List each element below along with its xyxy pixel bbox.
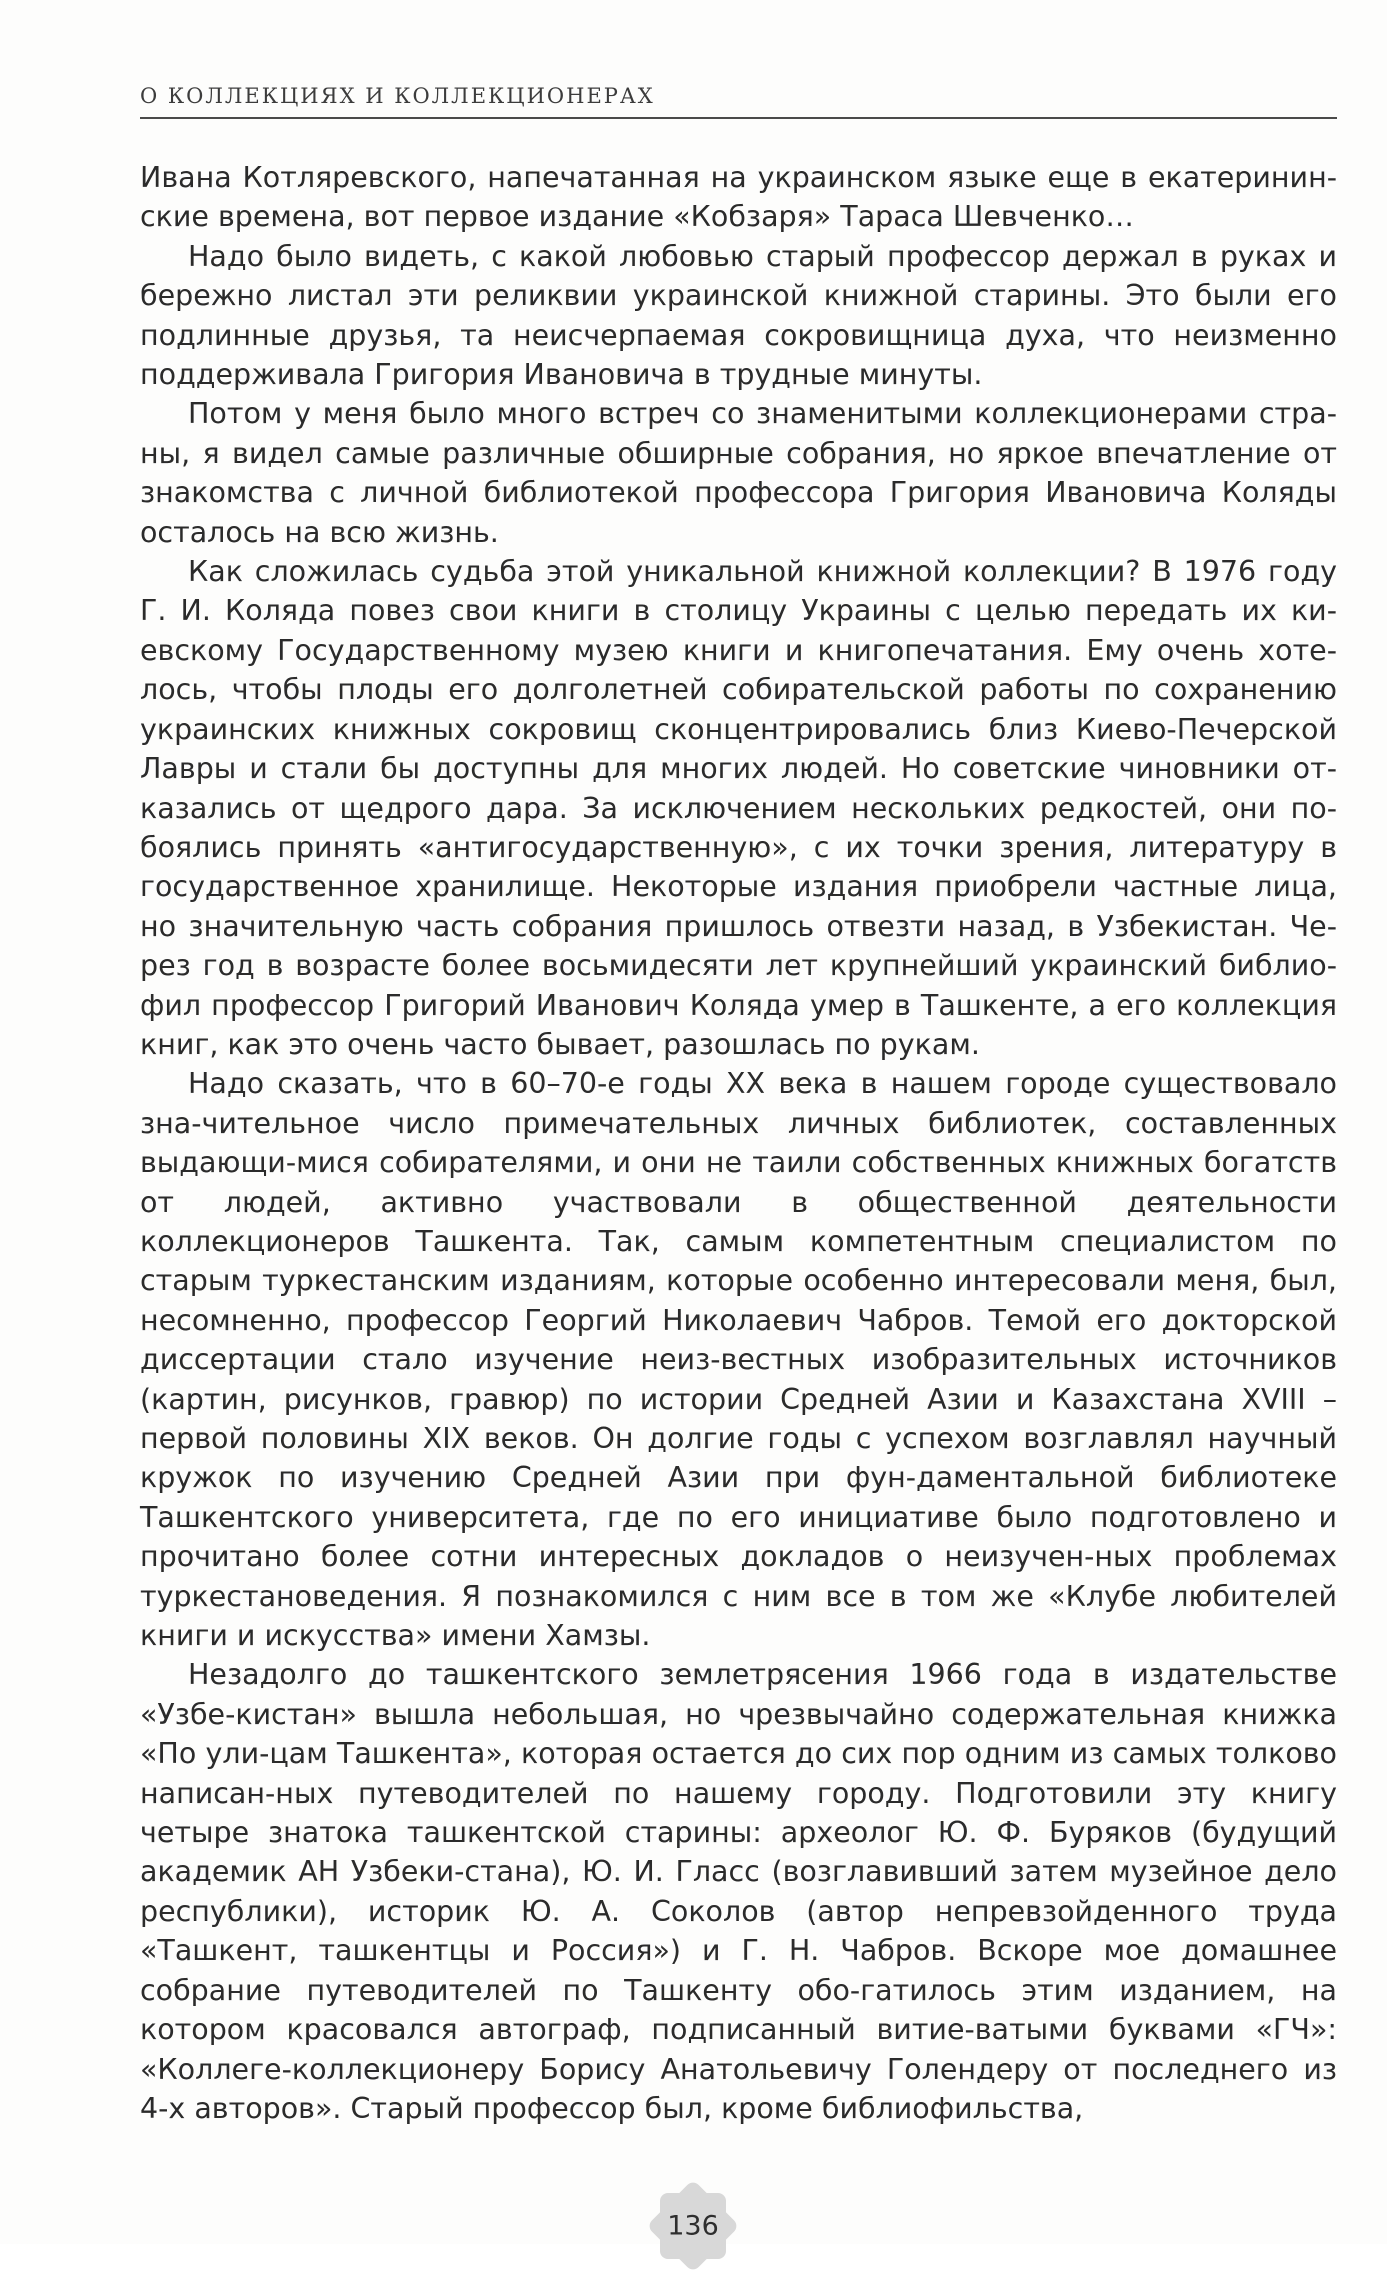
header-rule [140,117,1337,119]
paragraph: Потом у меня было много встреч со знаменитыми коллекционерами стра-ны, я видел самые различные обширные собрания, но яркое впечатление от знакомства с личной библиотекой профессора Григория Ивановича Коляды осталось на всю жизнь. [140,397,1337,549]
paragraph: Надо сказать, что в 60–70-е годы XX века в нашем городе существовало зна-чительное число примечательных личных библиотек, составленных выдающи-мися собирателями, и они не таили собственных книжных богатств от людей, активно участвовали в общественной деятельности коллекционеров Ташкента. Так, самым компетентным специалистом по старым туркестанским изданиям, которые особенно интересовали меня, был, несомненно, профессор Георгий Николаевич Чабров. Темой его докторской диссертации стало изучение неиз-вестных изобразительных источников (картин, рисунков, гравюр) по истории Средней Азии и Казахстана XVIII – первой половины XIX веков. Он долгие годы с успехом возглавлял научный кружок по изучению Средней Азии при фун-даментальной библиотеке Ташкентского университета, где по его инициативе было подготовлено и прочитано более сотни интересных докладов о неизучен-ных проблемах туркестановедения. Я познакомился с ним все в том же «Клубе любителей книги и искусства» имени Хамзы. [140,1067,1337,1653]
paragraph: Ивана Котляревского, напечатанная на украинском языке еще в екатеринин-ские времена, вот первое издание «Кобзаря» Тараса Шевченко… [140,161,1337,234]
paragraph: Незадолго до ташкентского землетрясения 1966 года в издательстве «Узбе-кистан» вышла небольшая, но чрезвычайно содержательная книжка «По ули-цам Ташкента», которая остается до сих пор одним из самых толково написан-ных путеводителей по нашему городу. Подготовили эту книгу четыре знатока ташкентской старины: археолог Ю. Ф. Буряков (будущий академик АН Узбеки-стана), Ю. И. Гласс (возглавивший затем музейное дело республики), историк Ю. А. Соколов (автор непревзойденного труда «Ташкент, ташкентцы и Россия») и Г. Н. Чабров. Вскоре мое домашнее собрание путеводителей по Ташкенту обо-гатилось этим изданием, на котором красовался автограф, подписанный витие-ватыми буквами «ГЧ»: «Коллеге-коллекционеру Борису Анатольевичу Голендеру от последнего из 4-х авторов». Старый профессор был, кроме библиофильства, [140,1658,1337,2125]
body-text [140,158,1337,2128]
running-head: О КОЛЛЕКЦИЯХ И КОЛЛЕКЦИОНЕРАХ [140,84,655,108]
paragraph: Надо было видеть, с какой любовью старый профессор держал в руках и бережно листал эти реликвии украинской книжной старины. Это были его подлинные друзья, та неисчерпаемая сокровищница духа, что неизменно поддерживала Григория Ивановича в трудные минуты. [140,239,1337,392]
page-number: 136 [667,2210,719,2242]
paragraph: Как сложилась судьба этой уникальной книжной коллекции? В 1976 году Г. И. Коляда повез свои книги в столицу Украины с целью передать их ки-евскому Государственному музею книги и книгопечатания. Ему очень хоте-лось, чтобы плоды его долголетней собирательской работы по сохранению украинских книжных сокровищ сконцентрировались близ Киево-Печерской Лавры и стали бы доступны для многих людей. Но советские чиновники от-казались от щедрого дара. За исключением нескольких редкостей, они по-боялись принять «антигосударственную», с их точки зрения, литературу в государственное хранилище. Некоторые издания приобрели частные лица, но значительную часть собрания пришлось отвезти назад, в Узбекистан. Че-рез год в возрасте более восьмидесяти лет крупнейший украинский библио-фил профессор Григорий Иванович Коляда умер в Ташкенте, а его коллекция книг, как это очень часто бывает, разошлась по рукам. [140,555,1337,1061]
